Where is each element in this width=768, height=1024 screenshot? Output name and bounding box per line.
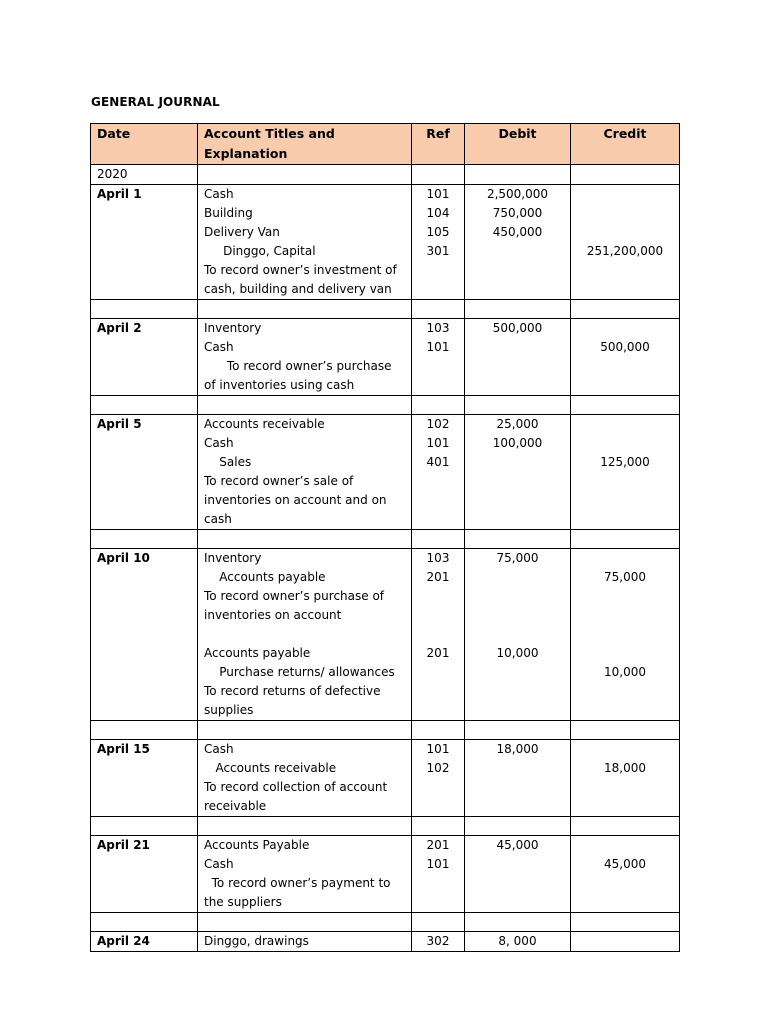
ref-line: 201: [426, 646, 450, 660]
ref-line: [412, 893, 464, 912]
spacer-row: [91, 817, 680, 836]
entry-date-text: April 24: [97, 934, 150, 948]
debit-line: [465, 797, 570, 816]
debit-cell: [465, 740, 571, 817]
credit-line: [571, 893, 679, 912]
ref-cell: [412, 415, 465, 530]
ref-line: 103: [426, 551, 450, 565]
entry-date: [91, 740, 198, 817]
credit-line: 125,000: [600, 455, 650, 469]
entry-date: [91, 415, 198, 530]
header-debit: Debit: [465, 124, 571, 165]
account-line: receivable: [204, 799, 267, 813]
credit-line: 18,000: [604, 761, 646, 775]
credit-cell: [571, 185, 680, 300]
ref-line: [412, 357, 464, 376]
ref-line: [412, 606, 464, 625]
debit-line: [465, 357, 570, 376]
acct-cell: [198, 549, 412, 721]
account-line: To record owner’s investment of: [204, 263, 397, 277]
ref-line: 101: [426, 742, 450, 756]
ref-line: 105: [426, 225, 450, 239]
entry-date: [91, 185, 198, 300]
ref-line: 101: [426, 857, 450, 871]
ref-line: 101: [426, 187, 450, 201]
year-cell: 2020: [91, 165, 198, 185]
credit-cell: [571, 415, 680, 530]
debit-line: [465, 453, 570, 472]
account-line: To record owner’s payment to: [204, 876, 391, 890]
ref-line: [412, 682, 464, 701]
credit-line: [571, 261, 679, 280]
ref-line: 101: [426, 436, 450, 450]
debit-line: 45,000: [496, 838, 539, 852]
account-line: Accounts payable: [204, 570, 326, 584]
ref-cell: [412, 319, 465, 396]
journal-entry-row: [91, 549, 680, 721]
credit-line: 45,000: [604, 857, 646, 871]
account-line: Delivery Van: [204, 225, 280, 239]
account-line: Inventory: [204, 321, 262, 335]
account-line: supplies: [204, 703, 254, 717]
debit-line: [465, 759, 570, 778]
debit-line: 2,500,000: [486, 187, 549, 201]
credit-line: [571, 280, 679, 299]
ref-line: 201: [426, 838, 450, 852]
ref-line: [412, 472, 464, 491]
credit-line: [571, 587, 679, 606]
header-credit: Credit: [571, 124, 680, 165]
acct-cell: [198, 415, 412, 530]
debit-line: [465, 568, 570, 587]
header-account: Account Titles and Explanation: [198, 124, 412, 165]
acct-cell: [198, 836, 412, 913]
debit-line: [465, 778, 570, 797]
account-line: cash, building and delivery van: [204, 282, 392, 296]
ref-line: 201: [426, 570, 450, 584]
header-ref: Ref: [412, 124, 465, 165]
account-line: Accounts Payable: [204, 838, 310, 852]
account-line: Accounts payable: [204, 646, 311, 660]
account-line: Cash: [204, 340, 234, 354]
debit-line: [465, 242, 570, 261]
spacer-row: [91, 721, 680, 740]
debit-cell: [465, 549, 571, 721]
ref-line: 401: [426, 455, 450, 469]
page-title: GENERAL JOURNAL: [91, 95, 220, 109]
credit-cell: [571, 549, 680, 721]
debit-line: [465, 606, 570, 625]
credit-line: [571, 376, 679, 395]
credit-line: [571, 319, 679, 338]
account-line: Dinggo, drawings: [204, 934, 309, 948]
ref-cell: [412, 740, 465, 817]
ref-line: 301: [426, 244, 450, 258]
debit-cell: [465, 836, 571, 913]
credit-cell: [571, 932, 680, 952]
debit-line: 500,000: [492, 321, 543, 335]
account-line: inventories on account: [204, 608, 342, 622]
journal-entry-row: [91, 415, 680, 530]
journal-entry-row: [91, 319, 680, 396]
credit-cell: [571, 836, 680, 913]
ref-cell: [412, 185, 465, 300]
credit-line: 75,000: [604, 570, 646, 584]
entry-date-text: April 10: [97, 551, 150, 565]
ref-line: [412, 625, 464, 644]
header-row: [91, 124, 680, 165]
account-line: Accounts receivable: [204, 761, 337, 775]
header-date: Date: [91, 124, 198, 165]
debit-line: [465, 510, 570, 529]
year-row: [91, 165, 680, 185]
spacer-row: [91, 913, 680, 932]
debit-line: [465, 855, 570, 874]
entry-date: [91, 319, 198, 396]
account-line: [204, 625, 411, 644]
debit-line: 75,000: [496, 551, 539, 565]
credit-line: [571, 415, 679, 434]
account-line: Purchase returns/ allowances: [204, 665, 395, 679]
ref-line: [412, 280, 464, 299]
ref-line: [412, 376, 464, 395]
debit-line: [465, 682, 570, 701]
debit-line: 100,000: [492, 436, 543, 450]
journal-entry-row: [91, 932, 680, 952]
ref-line: 102: [426, 761, 450, 775]
ref-line: 104: [426, 206, 450, 220]
credit-line: 500,000: [600, 340, 650, 354]
account-line: To record owner’s purchase: [204, 359, 392, 373]
credit-line: [571, 549, 679, 568]
credit-line: [571, 625, 679, 644]
entry-date-text: April 15: [97, 742, 150, 756]
account-line: Cash: [204, 742, 234, 756]
account-line: To record owner’s sale of: [204, 474, 354, 488]
debit-cell: [465, 932, 571, 952]
debit-line: [465, 893, 570, 912]
debit-line: [465, 587, 570, 606]
credit-line: 251,200,000: [586, 244, 664, 258]
ref-line: [412, 587, 464, 606]
debit-line: 10,000: [496, 646, 539, 660]
credit-line: [571, 204, 679, 223]
ref-cell: [412, 932, 465, 952]
debit-cell: [465, 185, 571, 300]
account-line: Building: [204, 206, 253, 220]
ref-cell: [412, 836, 465, 913]
credit-line: [571, 434, 679, 453]
debit-line: [465, 376, 570, 395]
account-line: Accounts receivable: [204, 417, 325, 431]
ref-line: 302: [426, 934, 450, 948]
account-line: To record returns of defective: [204, 684, 381, 698]
ref-line: 101: [426, 340, 450, 354]
debit-line: [465, 874, 570, 893]
debit-line: 450,000: [492, 225, 543, 239]
debit-line: [465, 625, 570, 644]
entry-date: [91, 932, 198, 952]
credit-line: 10,000: [604, 665, 646, 679]
credit-cell: [571, 319, 680, 396]
entry-date: [91, 836, 198, 913]
ref-line: 102: [426, 417, 450, 431]
account-line: Inventory: [204, 551, 262, 565]
debit-line: 8, 000: [498, 934, 537, 948]
credit-line: [571, 606, 679, 625]
debit-line: [465, 261, 570, 280]
debit-line: 18,000: [496, 742, 539, 756]
debit-cell: [465, 319, 571, 396]
ref-line: [412, 874, 464, 893]
credit-line: [571, 932, 679, 951]
credit-line: [571, 740, 679, 759]
account-line: To record owner’s purchase of: [204, 589, 385, 603]
entry-date-text: April 21: [97, 838, 150, 852]
journal-entry-row: [91, 185, 680, 300]
ref-line: 103: [426, 321, 450, 335]
credit-line: [571, 778, 679, 797]
debit-line: [465, 280, 570, 299]
credit-line: [571, 510, 679, 529]
credit-line: [571, 491, 679, 510]
credit-line: [571, 644, 679, 663]
spacer-row: [91, 530, 680, 549]
credit-line: [571, 357, 679, 376]
ref-line: [412, 261, 464, 280]
debit-line: 750,000: [492, 206, 543, 220]
spacer-row: [91, 300, 680, 319]
credit-line: [571, 223, 679, 242]
journal-body: [91, 165, 680, 952]
account-line: of inventories using cash: [204, 378, 355, 392]
account-line: inventories on account and on: [204, 493, 387, 507]
entry-date-text: April 5: [97, 417, 142, 431]
entry-date-text: April 1: [97, 187, 142, 201]
account-line: Dinggo, Capital: [204, 244, 316, 258]
acct-cell: [198, 319, 412, 396]
journal-entry-row: [91, 740, 680, 817]
entry-date: [91, 549, 198, 721]
account-line: To record collection of account: [204, 780, 388, 794]
debit-line: [465, 663, 570, 682]
credit-line: [571, 472, 679, 491]
ref-line: [412, 491, 464, 510]
credit-line: [571, 185, 679, 204]
credit-line: [571, 836, 679, 855]
credit-line: [571, 682, 679, 701]
credit-line: [571, 874, 679, 893]
credit-cell: [571, 740, 680, 817]
ref-line: [412, 510, 464, 529]
ref-line: [412, 778, 464, 797]
credit-line: [571, 797, 679, 816]
journal-entry-row: [91, 836, 680, 913]
credit-line: [571, 701, 679, 720]
acct-cell: [198, 185, 412, 300]
ref-line: [412, 701, 464, 720]
account-line: Cash: [204, 187, 234, 201]
acct-cell: [198, 740, 412, 817]
general-journal-table: [90, 123, 680, 952]
debit-cell: [465, 415, 571, 530]
acct-cell: [198, 932, 412, 952]
debit-line: [465, 338, 570, 357]
account-line: cash: [204, 512, 232, 526]
debit-line: [465, 472, 570, 491]
ref-line: [412, 663, 464, 682]
account-line: Cash: [204, 436, 234, 450]
account-line: Cash: [204, 857, 234, 871]
ref-line: [412, 797, 464, 816]
ref-cell: [412, 549, 465, 721]
account-line: the suppliers: [204, 895, 282, 909]
account-line: Sales: [204, 455, 252, 469]
debit-line: [465, 701, 570, 720]
spacer-row: [91, 396, 680, 415]
debit-line: [465, 491, 570, 510]
debit-line: 25,000: [496, 417, 539, 431]
entry-date-text: April 2: [97, 321, 142, 335]
